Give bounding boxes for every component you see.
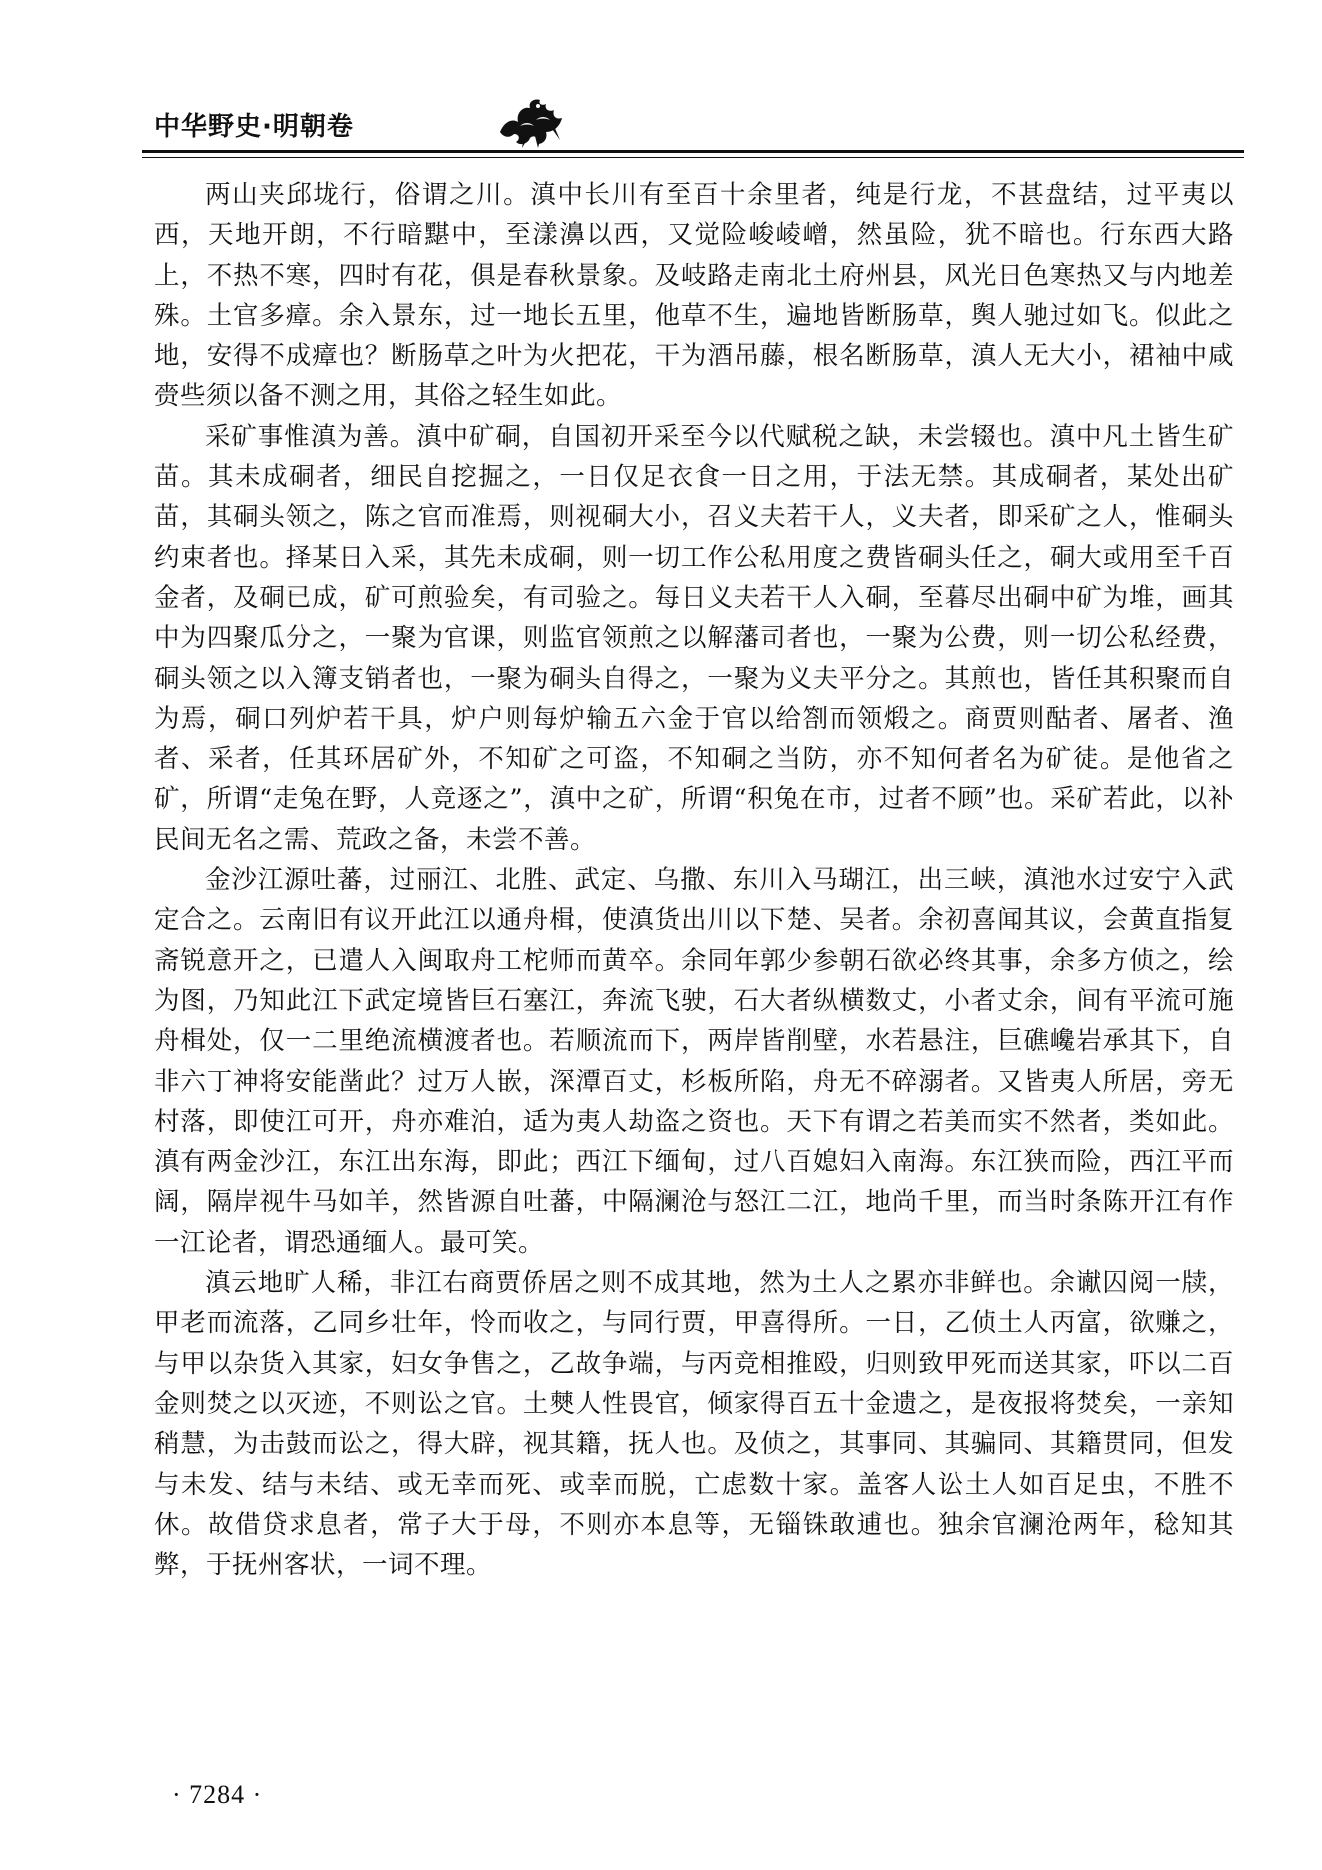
page-number: · 7284 · (172, 1780, 263, 1809)
paragraph: 金沙江源吐蕃，过丽江、北胜、武定、乌撒、东川入马瑚江，出三峡，滇池水过安宁入武定合之。云南旧有议开此江以通舟楫，使滇货出川以下楚、吴者。余初喜闻其议，会黄直指复斋锐意开之，已遣人入闽取舟工柁师而黄卒。余同年郭少参朝石欲必终其事，余多方侦之，绘为图，乃知此江下武定境皆巨石塞江，奔流飞驶，石大者纵横数丈，小者丈余，间有平流可施舟楫处，仅一二里绝流横渡者也。若顺流而下，两岸皆削壁，水若悬注，巨礁巉岩承其下，自非六丁神将安能凿此？过万人嵌，深潭百丈，杉板所陷，舟无不碎溺者。又皆夷人所居，旁无村落，即使江可开，舟亦难泊，适为夷人劫盗之资也。天下有谓之若美而实不然者，类如此。滇有两金沙江，东江出东海，即此；西江下缅甸，过八百媳妇入南海。东江狭而险，西江平而阔，隔岸视牛马如羊，然皆源自吐蕃，中隔澜沧与怒江二江，地尚千里，而当时条陈开江有作一江论者，谓恐通缅人。最可笑。 (154, 865, 1234, 1258)
paragraph: 滇云地旷人稀，非江右商贾侨居之则不成其地，然为土人之累亦非鲜也。余谳囚阅一牍，甲老而流落，乙同乡壮年，怜而收之，与同行贾，甲喜得所。一日，乙侦土人丙富，欲赚之，与甲以杂货入其家，妇女争售之，乙故争端，与丙竞相推殴，归则致甲死而送其家，吓以二百金则焚之以灭迹，不则讼之官。土僰人性畏官，倾家得百五十金遗之，是夜报将焚矣，一亲知稍慧，为击鼓而讼之，得大辟，视其籍，抚人也。及侦之，其事同、其骗同、其籍贯同，但发与未发、结与未结、或无幸而死、或幸而脱，亡虑数十家。盖客人讼土人如百足虫，不胜不休。故借贷求息者，常子大于母，不则亦本息等，无锱铢敢逋也。独余官澜沧两年，稔知其弊，于抚州客状，一词不理。 (154, 1268, 1234, 1581)
book-title: 中华野史·明朝卷 (154, 112, 354, 142)
running-header (142, 92, 1244, 150)
header-rule-thin (142, 157, 1244, 158)
header-rule-thick (142, 150, 1244, 153)
body-text (154, 175, 1234, 1585)
paragraph: 采矿事惟滇为善。滇中矿硐，自国初开采至今以代赋税之缺，未尝辍也。滇中凡土皆生矿苗。其未成硐者，细民自挖掘之，一日仅足衣食一日之用，于法无禁。其成硐者，某处出矿苗，其硐头领之，陈之官而准焉，则视硐大小，召义夫若干人，义夫者，即采矿之人，惟硐头约束者也。择某日入采，其先未成硐，则一切工作公私用度之费皆硐头任之，硐大或用至千百金者，及硐已成，矿可煎验矣，有司验之。每日义夫若干人入硐，至暮尽出硐中矿为堆，画其中为四聚瓜分之，一聚为官课，则监官领煎之以解藩司者也，一聚为公费，则一切公私经费，硐头领之以入簿支销者也，一聚为硐头自得之，一聚为义夫平分之。其煎也，皆任其积聚而自为焉，硐口列炉若干具，炉户则每炉输五六金于官以给劄而领煅之。商贾则酤者、屠者、渔者、采者，任其环居矿外，不知矿之可盗，不知硐之当防，亦不知何者名为矿徒。是他省之矿，所谓“走兔在野，人竞逐之”，滇中之矿，所谓“积兔在市，过者不顾”也。采矿若此，以补民间无名之需、荒政之备，未尝不善。 (154, 421, 1234, 855)
dragon-logo-icon (494, 92, 568, 150)
paragraph: 两山夹邱垅行，俗谓之川。滇中长川有至百十余里者，纯是行龙，不甚盘结，过平夷以西，天地开朗，不行暗黮中，至漾濞以西，又觉险峻崚嶒，然虽险，犹不暗也。行东西大路上，不热不寒，四时有花，俱是春秋景象。及岐路走南北土府州县，风光日色寒热又与内地差殊。土官多瘴。余入景东，过一地长五里，他草不生，遍地皆断肠草，舆人驰过如飞。似此之地，安得不成瘴也？断肠草之叶为火把花，干为酒吊藤，根名断肠草，滇人无大小，裙袖中咸赍些须以备不测之用，其俗之轻生如此。 (154, 180, 1234, 412)
